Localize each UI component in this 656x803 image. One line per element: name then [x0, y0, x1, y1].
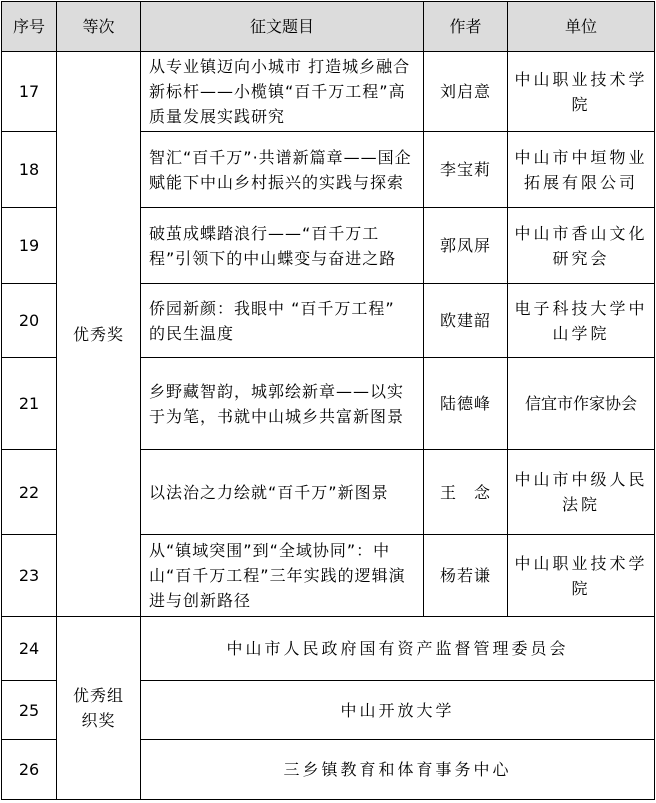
row-number: 19 [2, 208, 57, 284]
award-level-organization: 优秀组织奖 [57, 617, 141, 800]
essay-title: 破茧成蝶踏浪行——“百千万工程”引领下的中山蝶变与奋进之路 [141, 208, 424, 284]
award-table [1, 1, 655, 800]
header-seq: 序号 [2, 2, 57, 52]
essay-title: 从专业镇迈向小城市 打造城乡融合新标杆——小榄镇“百千万工程”高质量发展实践研究 [141, 52, 424, 132]
header-unit: 单位 [508, 2, 655, 52]
essay-title: 侨园新颜：我眼中 “百千万工程” 的民生温度 [141, 284, 424, 358]
header-author: 作者 [424, 2, 508, 52]
unit: 信宜市作家协会 [508, 358, 655, 450]
organization-unit: 中山市人民政府国有资产监督管理委员会 [141, 617, 655, 681]
unit: 中山市香山文化研究会 [508, 208, 655, 284]
unit: 中山职业技术学院 [508, 52, 655, 132]
table-row [2, 617, 655, 681]
row-number: 25 [2, 681, 57, 740]
author: 王 念 [424, 450, 508, 535]
row-number: 26 [2, 740, 57, 800]
header-title: 征文题目 [141, 2, 424, 52]
row-number: 22 [2, 450, 57, 535]
header-rank: 等次 [57, 2, 141, 52]
author: 郭凤屏 [424, 208, 508, 284]
unit: 中山市中垣物业拓展有限公司 [508, 132, 655, 208]
unit: 中山职业技术学院 [508, 535, 655, 617]
row-number: 24 [2, 617, 57, 681]
author: 李宝莉 [424, 132, 508, 208]
header-row [2, 2, 655, 52]
unit: 电子科技大学中山学院 [508, 284, 655, 358]
row-number: 20 [2, 284, 57, 358]
award-level-excellent: 优秀奖 [57, 52, 141, 617]
row-number: 21 [2, 358, 57, 450]
organization-unit: 三乡镇教育和体育事务中心 [141, 740, 655, 800]
author: 刘启意 [424, 52, 508, 132]
author: 陆德峰 [424, 358, 508, 450]
essay-title: 从“镇域突围”到“全域协同”：中山“百千万工程”三年实践的逻辑演进与创新路径 [141, 535, 424, 617]
table-row [2, 52, 655, 132]
essay-title: 智汇“百千万”·共谱新篇章——国企赋能下中山乡村振兴的实践与探索 [141, 132, 424, 208]
author: 欧建韶 [424, 284, 508, 358]
unit: 中山市中级人民法院 [508, 450, 655, 535]
author: 杨若谦 [424, 535, 508, 617]
row-number: 23 [2, 535, 57, 617]
essay-title: 乡野藏智韵，城郭绘新章——以实于为笔，书就中山城乡共富新图景 [141, 358, 424, 450]
essay-title: 以法治之力绘就“百千万”新图景 [141, 450, 424, 535]
row-number: 18 [2, 132, 57, 208]
organization-unit: 中山开放大学 [141, 681, 655, 740]
row-number: 17 [2, 52, 57, 132]
